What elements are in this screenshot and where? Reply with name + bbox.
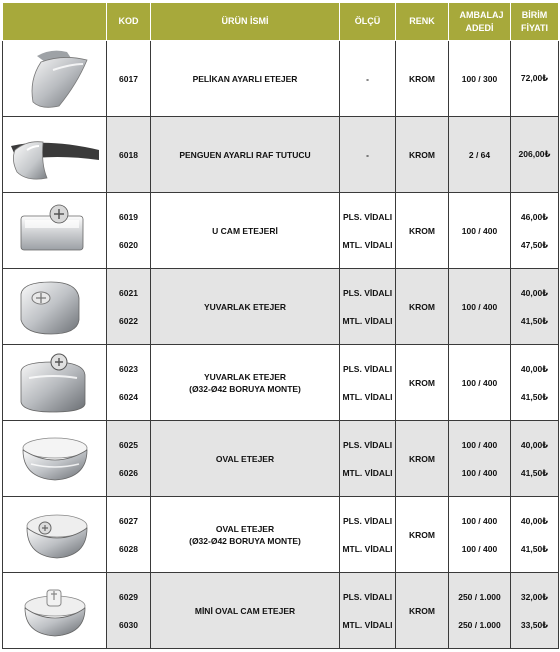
product-name-cell: OVAL ETEJER (Ø32-Ø42 BORUYA MONTE) [151, 497, 340, 573]
mini-oval-bracket-icon [7, 576, 103, 646]
oval-bracket-icon [7, 424, 103, 494]
product-name-cell: MİNİ OVAL CAM ETEJER [151, 573, 340, 649]
product-image-cell [3, 193, 107, 269]
code-cell: 6021 6022 [107, 269, 151, 345]
price-cell: 40,00₺ 41,50₺ [511, 421, 559, 497]
product-image-cell [3, 421, 107, 497]
price-cell: 40,00₺ 41,50₺ [511, 345, 559, 421]
header-color: RENK [396, 3, 449, 41]
product-name-cell: PELİKAN AYARLI ETEJER [151, 41, 340, 117]
pack-cell: 100 / 400 100 / 400 [449, 421, 511, 497]
product-name-cell: U CAM ETEJERİ [151, 193, 340, 269]
size-cell: PLS. VİDALI MTL. VİDALI [340, 345, 396, 421]
size-cell: PLS. VİDALI MTL. VİDALI [340, 269, 396, 345]
round-pipe-bracket-icon [7, 348, 103, 418]
table-row [3, 497, 559, 573]
color-cell: KROM [396, 269, 449, 345]
product-image-cell [3, 41, 107, 117]
color-cell: KROM [396, 345, 449, 421]
code-cell: 6027 6028 [107, 497, 151, 573]
oval-pipe-bracket-icon [7, 500, 103, 570]
color-cell: KROM [396, 421, 449, 497]
table-row [3, 41, 559, 117]
color-cell: KROM [396, 117, 449, 193]
color-cell: KROM [396, 41, 449, 117]
color-cell: KROM [396, 193, 449, 269]
header-price: BİRİM FİYATI [511, 3, 559, 41]
code-cell: 6023 6024 [107, 345, 151, 421]
pack-cell: 100 / 300 [449, 41, 511, 117]
size-cell: PLS. VİDALI MTL. VİDALI [340, 497, 396, 573]
code-cell: 6019 6020 [107, 193, 151, 269]
header-code: KOD [107, 3, 151, 41]
price-cell: 46,00₺ 47,50₺ [511, 193, 559, 269]
product-image-cell [3, 269, 107, 345]
product-image-cell [3, 117, 107, 193]
product-name-cell: OVAL ETEJER [151, 421, 340, 497]
code-cell: 6029 6030 [107, 573, 151, 649]
code-cell: 6018 [107, 117, 151, 193]
price-cell: 40,00₺ 41,50₺ [511, 497, 559, 573]
penguin-shelf-bracket-icon [7, 120, 103, 190]
table-row [3, 269, 559, 345]
header-size: ÖLÇÜ [340, 3, 396, 41]
price-cell: 72,00₺ [511, 41, 559, 117]
price-cell: 40,00₺ 41,50₺ [511, 269, 559, 345]
header-pack: AMBALAJ ADEDİ [449, 3, 511, 41]
product-image-cell [3, 345, 107, 421]
table-row [3, 421, 559, 497]
pack-cell: 250 / 1.000 250 / 1.000 [449, 573, 511, 649]
table-header-row [3, 3, 559, 41]
pack-cell: 100 / 400 100 / 400 [449, 497, 511, 573]
pack-cell: 100 / 400 [449, 193, 511, 269]
price-cell: 32,00₺ 33,50₺ [511, 573, 559, 649]
size-cell: - [340, 41, 396, 117]
size-cell: PLS. VİDALI MTL. VİDALI [340, 421, 396, 497]
u-glass-bracket-icon [7, 196, 103, 266]
pack-cell: 2 / 64 [449, 117, 511, 193]
pelican-shelf-bracket-icon [7, 44, 103, 114]
code-cell: 6017 [107, 41, 151, 117]
table-row [3, 117, 559, 193]
product-image-cell [3, 497, 107, 573]
color-cell: KROM [396, 573, 449, 649]
price-table [2, 2, 559, 649]
header-image [3, 3, 107, 41]
price-cell: 206,00₺ [511, 117, 559, 193]
code-cell: 6025 6026 [107, 421, 151, 497]
size-cell: PLS. VİDALI MTL. VİDALI [340, 573, 396, 649]
product-image-cell [3, 573, 107, 649]
pack-cell: 100 / 400 [449, 269, 511, 345]
product-name-cell: PENGUEN AYARLI RAF TUTUCU [151, 117, 340, 193]
header-name: ÜRÜN İSMİ [151, 3, 340, 41]
pack-cell: 100 / 400 [449, 345, 511, 421]
table-row [3, 345, 559, 421]
table-row [3, 193, 559, 269]
table-row [3, 573, 559, 649]
round-bracket-icon [7, 272, 103, 342]
product-name-cell: YUVARLAK ETEJER [151, 269, 340, 345]
size-cell: PLS. VİDALI MTL. VİDALI [340, 193, 396, 269]
size-cell: - [340, 117, 396, 193]
color-cell: KROM [396, 497, 449, 573]
product-name-cell: YUVARLAK ETEJER (Ø32-Ø42 BORUYA MONTE) [151, 345, 340, 421]
